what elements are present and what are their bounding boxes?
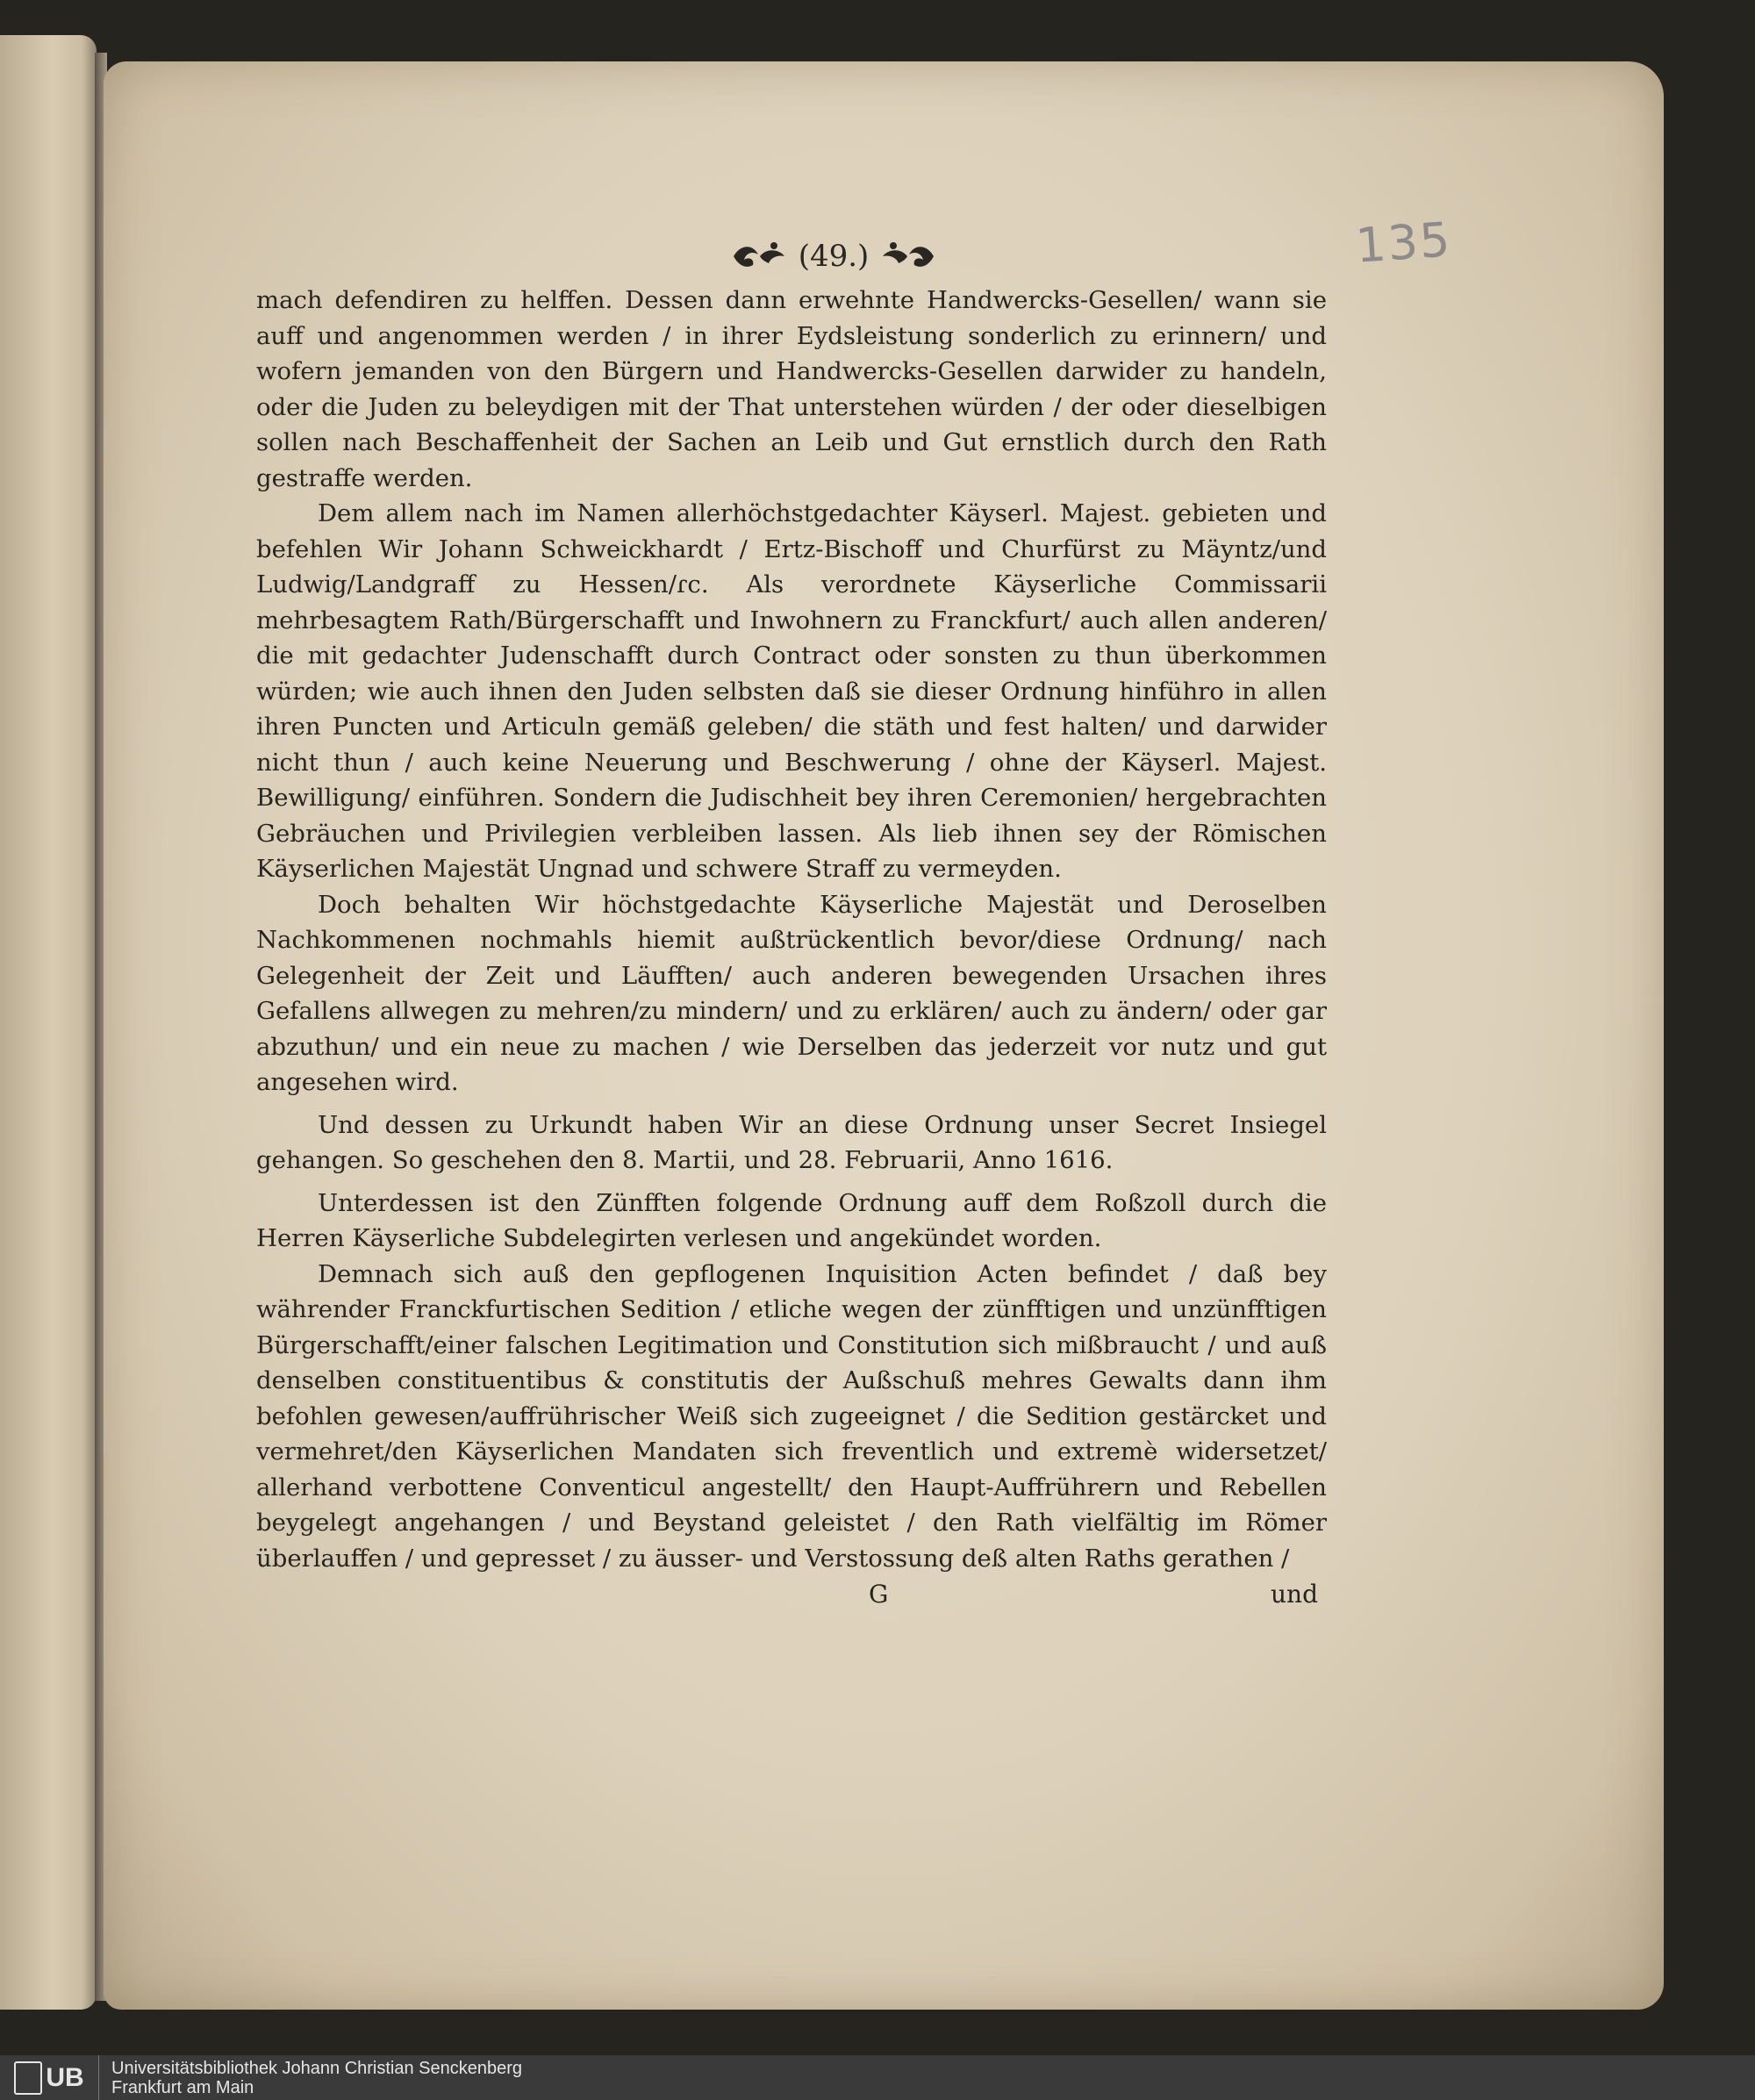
library-logo — [0, 2055, 99, 2100]
library-footer — [0, 2055, 1755, 2100]
institution-line-2: Frankfurt am Main — [111, 2077, 254, 2097]
page-header — [720, 230, 948, 283]
institution-name — [111, 2059, 522, 2097]
signature-mark: G — [869, 1580, 889, 1609]
left-page-edge — [0, 35, 97, 2010]
paragraph: Unterdessen ist den Zünfften folgende Ordnung auff dem Roßzoll durch die Herren Käyserliche Subdelegirten verlesen und angekündet worden. — [256, 1188, 1327, 1252]
paragraph: Und dessen zu Urkundt haben Wir an diese Ordnung unser Secret Insiegel gehangen. So geschehen den 8. Martii, und 28. Februarii, Anno 1616. — [256, 1110, 1327, 1174]
right-fleuron-icon — [878, 237, 939, 276]
page-number: (49.) — [798, 239, 870, 274]
paragraph: Demnach sich auß den gepflogenen Inquisition Acten befindet / daß bey währender Franckfurtischen Sedition / etliche wegen der zünfftigen und unzünfftigen Bürgerschafft/einer falschen Legitimation und Constitution sich mißbraucht / und auß denselben constituentibus & constitutis der Außschuß mehres Gewalts dann ihm befohlen gewesen/auffrührischer Weiß sich zugeeignet / die Sedition gestärcket und vermehret/den Käyserlichen Mandaten sich freventlich und extremè widersetzet/ allerhand verbottene Conventicul angestellt/ den Haupt-Auffrührern und Rebellen beygelegt angehangen / und Beystand geleistet / den Rath vielfältig im Römer überlauffen / und gepresset / zu äusser- und Verstossung deß alten Raths gerathen / — [256, 1259, 1327, 1573]
paragraph: mach defendiren zu helffen. Dessen dann erwehnte Handwercks-Gesellen/ wann sie auff und angenommen werden / in ihrer Eydsleistung sonderlich zu erinnern/ und wofern jemanden von den Bürgern und Handwercks-Gesellen darwider zu handeln, oder die Juden zu beleydigen mit der That unterstehen würden / der oder dieselbigen sollen nach Beschaffenheit der Sachen an Leib und Gut ernstlich durch den Rath gestraffe werden. — [256, 286, 1327, 492]
body-text — [256, 283, 1327, 1576]
library-emblem-icon — [14, 2061, 42, 2095]
paragraph: Dem allem nach im Namen allerhöchstgedachter Käyserl. Majest. gebieten und befehlen Wir Johann Schweickhardt / Ertz-Bischoff und Churfürst zu Mäyntz/und Ludwig/Landgraff zu Hessen/ɾc. Als verordnete Käyserliche Commissarii mehrbesagtem Rath/Bürgerschafft und Inwohnern zu Franckfurt/ auch allen anderen/ die mit gedachter Judenschafft durch Contract oder sonsten zu thun überkommen würden; wie auch ihnen den Juden selbsten daß sie dieser Ordnung hinführo in allen ihren Puncten und Articuln gemäß geleben/ die stäth und fest halten/ und darwider nicht thun / auch keine Neuerung und Beschwerung / ohne der Käyserl. Majest. Bewilligung/ einführen. Sondern die Judischheit bey ihren Ceremonien/ hergebrachten Gebräuchen und Privilegien verbleiben lassen. Als lieb ihnen sey der Römischen Käyserlichen Majestät Ungnad und schwere Straff zu vermeyden. — [256, 499, 1327, 883]
institution-line-1: Universitätsbibliothek Johann Christian Senckenberg — [111, 2058, 523, 2078]
library-logo-text: UB — [46, 2062, 84, 2092]
paragraph: Doch behalten Wir höchstgedachte Käyserliche Majestät und Deroselben Nachkommenen nochmahls hiemit außtrückentlich bevor/diese Ordnung/ nach Gelegenheit der Zeit und Läufften/ auch anderen bewegenden Ursachen ihres Gefallens allwegen zu mehren/zu mindern/ und zu erklären/ auch zu ändern/ oder gar abzuthun/ und ein neue zu machen / wie Derselben das jederzeit vor nutz und gut angesehen wird. — [256, 890, 1327, 1096]
left-fleuron-icon — [728, 237, 790, 276]
catchword: und — [1271, 1580, 1318, 1609]
shelfmark-pencil-note: 135 — [1353, 211, 1454, 274]
